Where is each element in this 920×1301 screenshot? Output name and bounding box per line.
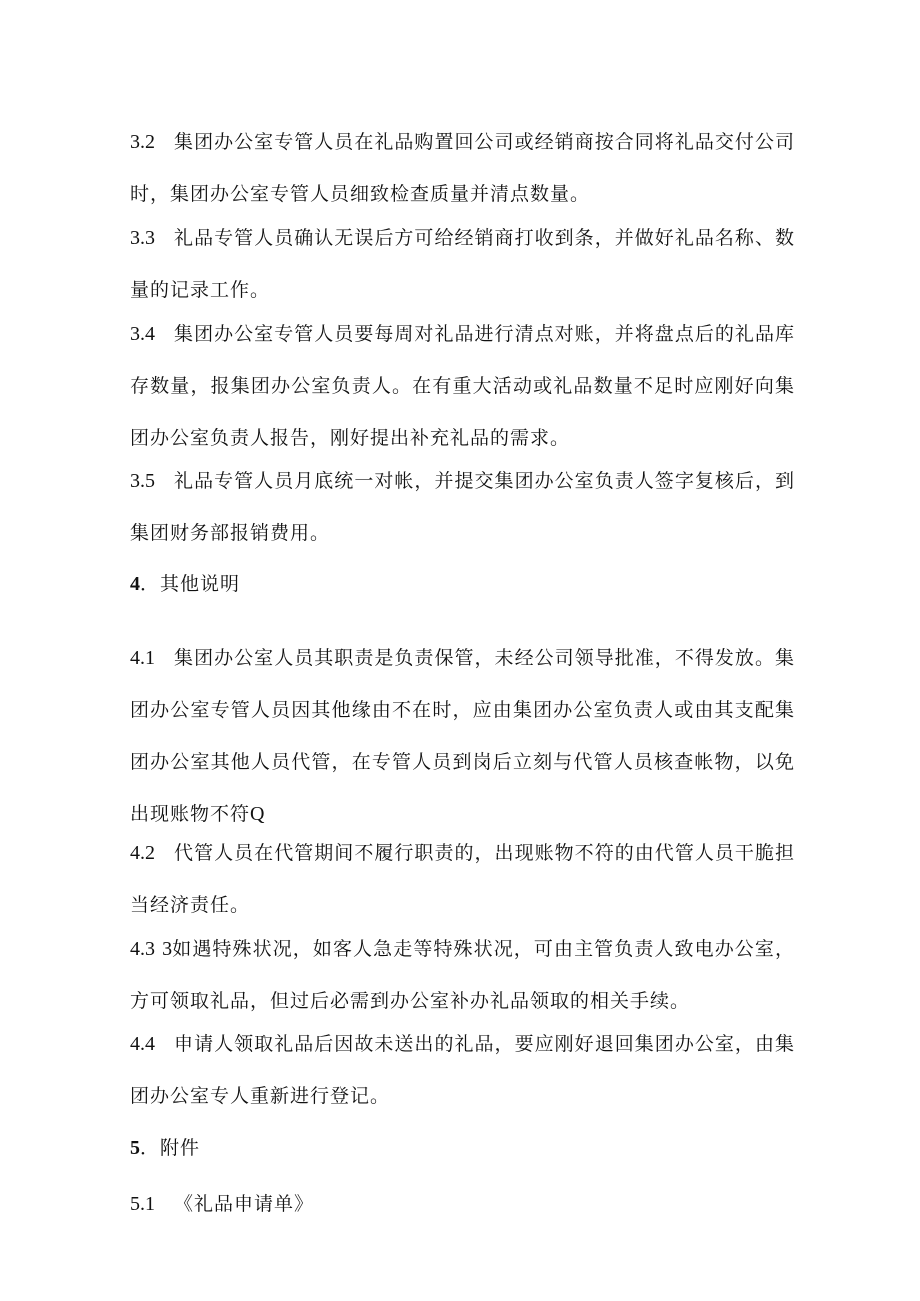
paragraph-4-1: [130, 632, 795, 840]
section-heading-5: [130, 1133, 795, 1163]
clause-text: 礼品专管人员月底统一对帐，并提交集团办公室负责人签字复核后，到集团财务部报销费用。: [130, 470, 795, 544]
paragraph-3-3: [130, 212, 795, 316]
clause-sub-number: 3: [162, 938, 173, 960]
clause-text: 礼品专管人员确认无误后方可给经销商打收到条，并做好礼品名称、数量的记录工作。: [130, 227, 795, 301]
clause-number: 3.2: [130, 131, 155, 153]
clause-number: 4.3: [130, 938, 155, 960]
paragraph-4-3: [130, 923, 795, 1027]
section-number: 5: [130, 1137, 140, 1159]
section-title: ．其他说明: [140, 573, 241, 595]
clause-number: 4.4: [130, 1033, 155, 1055]
paragraph-5-1: [130, 1189, 795, 1219]
clause-tail: Q: [250, 803, 266, 825]
paragraph-4-4: [130, 1018, 795, 1122]
clause-text: 申请人领取礼品后因故未送出的礼品，要应刚好退回集团办公室，由集团办公室专人重新进行登记。: [130, 1033, 795, 1107]
clause-number: 4.1: [130, 647, 155, 669]
clause-number: 5.1: [130, 1193, 155, 1215]
clause-text: 集团办公室专管人员要每周对礼品进行清点对账，并将盘点后的礼品库存数量，报集团办公室负责人。在有重大活动或礼品数量不足时应刚好向集团办公室负责人报告，刚好提出补充礼品的需求。: [130, 323, 795, 449]
attachment-title: 《礼品申请单》: [174, 1193, 315, 1215]
section-title: ．附件: [140, 1137, 201, 1159]
paragraph-3-2: [130, 116, 795, 220]
clause-text: 代管人员在代管期间不履行职责的，出现账物不符的由代管人员干脆担当经济责任。: [130, 842, 795, 916]
clause-text: 集团办公室专管人员在礼品购置回公司或经销商按合同将礼品交付公司时，集团办公室专管人员细致检查质量并清点数量。: [130, 131, 795, 205]
clause-text: 如遇特殊状况，如客人急走等特殊状况，可由主管负责人致电办公室，方可领取礼品，但过后必需到办公室补办礼品领取的相关手续。: [130, 938, 795, 1012]
section-heading-4: [130, 569, 795, 599]
clause-text: 集团办公室人员其职责是负责保管，未经公司领导批准，不得发放。集团办公室专管人员因其他缘由不在时，应由集团办公室负责人或由其支配集团办公室其他人员代管，在专管人员到岗后立刻与代管人员核查帐物，以免出现账物不符: [130, 647, 795, 825]
clause-number: 3.3: [130, 227, 155, 249]
clause-number: 3.4: [130, 323, 155, 345]
clause-number: 4.2: [130, 842, 155, 864]
paragraph-3-4: [130, 308, 795, 464]
paragraph-3-5: [130, 455, 795, 559]
section-number: 4: [130, 573, 140, 595]
paragraph-4-2: [130, 827, 795, 931]
clause-number: 3.5: [130, 470, 155, 492]
